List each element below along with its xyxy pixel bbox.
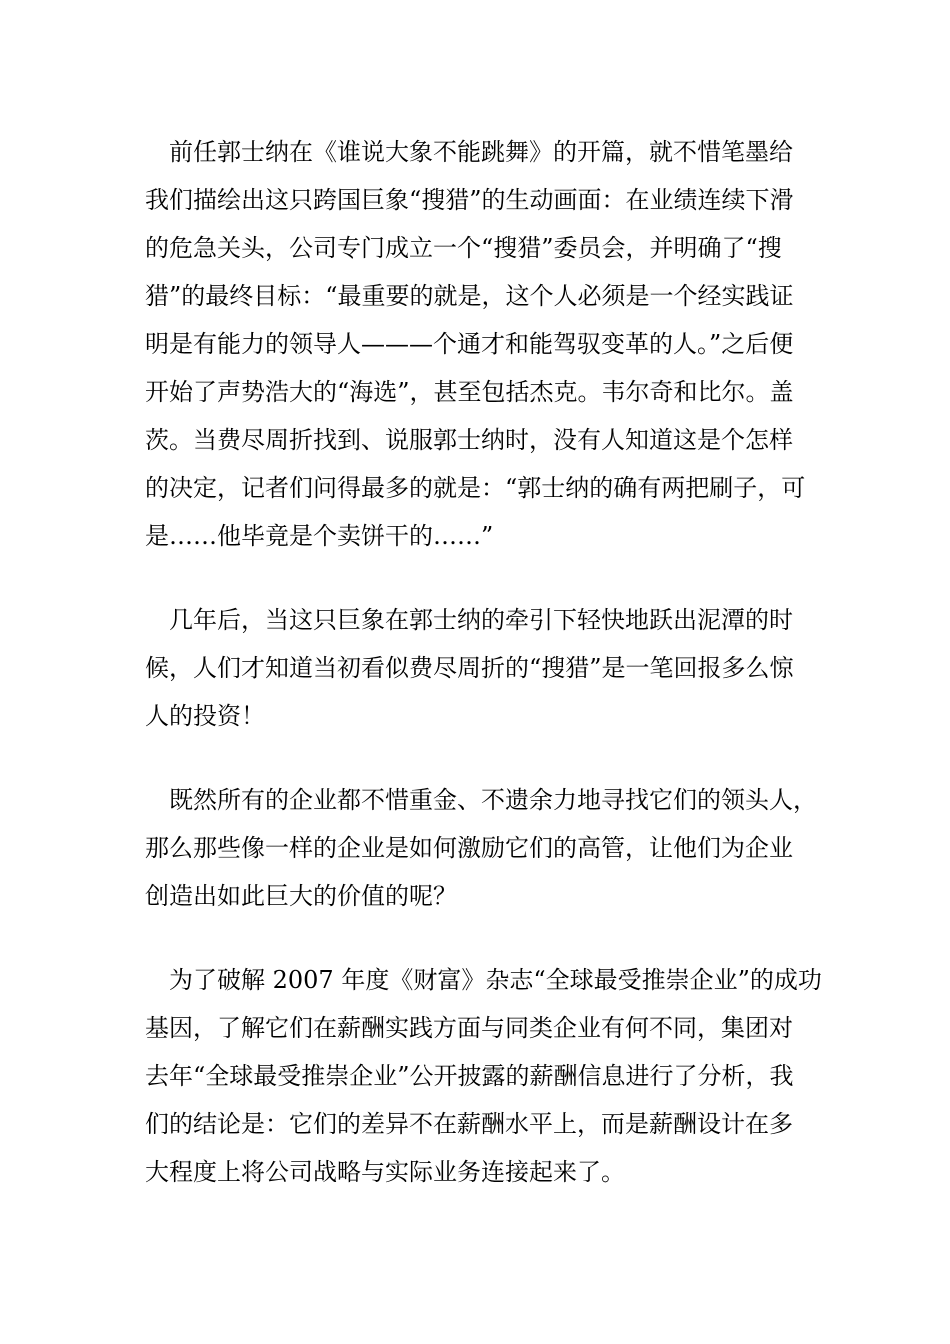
paragraph-compensation-analysis [145, 956, 822, 1196]
text-line: 人的投资！ [145, 702, 265, 730]
text-line: 的危急关头，公司专门成立一个“搜猎”委员会，并明确了“搜 [145, 234, 782, 262]
text-line: 基因，了解它们在薪酬实践方面与同类企业有何不同，集团对 [145, 1014, 793, 1042]
text-line: 去年“全球最受推崇企业”公开披露的薪酬信息进行了分析，我 [145, 1062, 794, 1090]
text-line: 既然所有的企业都不惜重金、不遗余力地寻找它们的领头人， [145, 786, 817, 814]
text-line: 候，人们才知道当初看似费尽周折的“搜猎”是一笔回报多么惊 [145, 654, 794, 682]
paragraph-spacer [145, 740, 805, 776]
text-line: 明是有能力的领导人———个通才和能驾驭变革的人。”之后便 [145, 330, 794, 358]
text-line: 前任郭士纳在《谁说大象不能跳舞》的开篇，就不惜笔墨给 [145, 138, 793, 166]
text-line: 猎”的最终目标：“最重要的就是，这个人必须是一个经实践证 [145, 282, 794, 310]
document-body [145, 128, 822, 1196]
text-line: 几年后，当这只巨象在郭士纳的牵引下轻快地跃出泥潭的时 [145, 606, 793, 634]
text-line: 为了破解 2007 年度《财富》杂志“全球最受推崇企业”的成功 [145, 966, 822, 994]
text-line: 茨。当费尽周折找到、说服郭士纳时，没有人知道这是个怎样 [145, 426, 793, 454]
text-line: 那么那些像一样的企业是如何激励它们的高管，让他们为企业 [145, 834, 793, 862]
text-line: 们的结论是：它们的差异不在薪酬水平上，而是薪酬设计在多 [145, 1110, 793, 1138]
text-line: 的决定，记者们问得最多的就是：“郭士纳的确有两把刷子，可 [145, 474, 806, 502]
paragraph-spacer [145, 920, 805, 956]
text-line: 我们描绘出这只跨国巨象“搜猎”的生动画面：在业绩连续下滑 [145, 186, 794, 214]
text-line: 大程度上将公司战略与实际业务连接起来了。 [145, 1158, 625, 1186]
text-line: 是……他毕竟是个卖饼干的……” [145, 522, 494, 550]
text-line: 开始了声势浩大的“海选”，甚至包括杰克。韦尔奇和比尔。盖 [145, 378, 794, 406]
paragraph-gerstner-search [145, 128, 805, 560]
paragraph-years-later [145, 596, 805, 740]
paragraph-spacer [145, 560, 805, 596]
text-line: 创造出如此巨大的价值的呢？ [145, 882, 457, 910]
paragraph-executive-incentives [145, 776, 817, 920]
